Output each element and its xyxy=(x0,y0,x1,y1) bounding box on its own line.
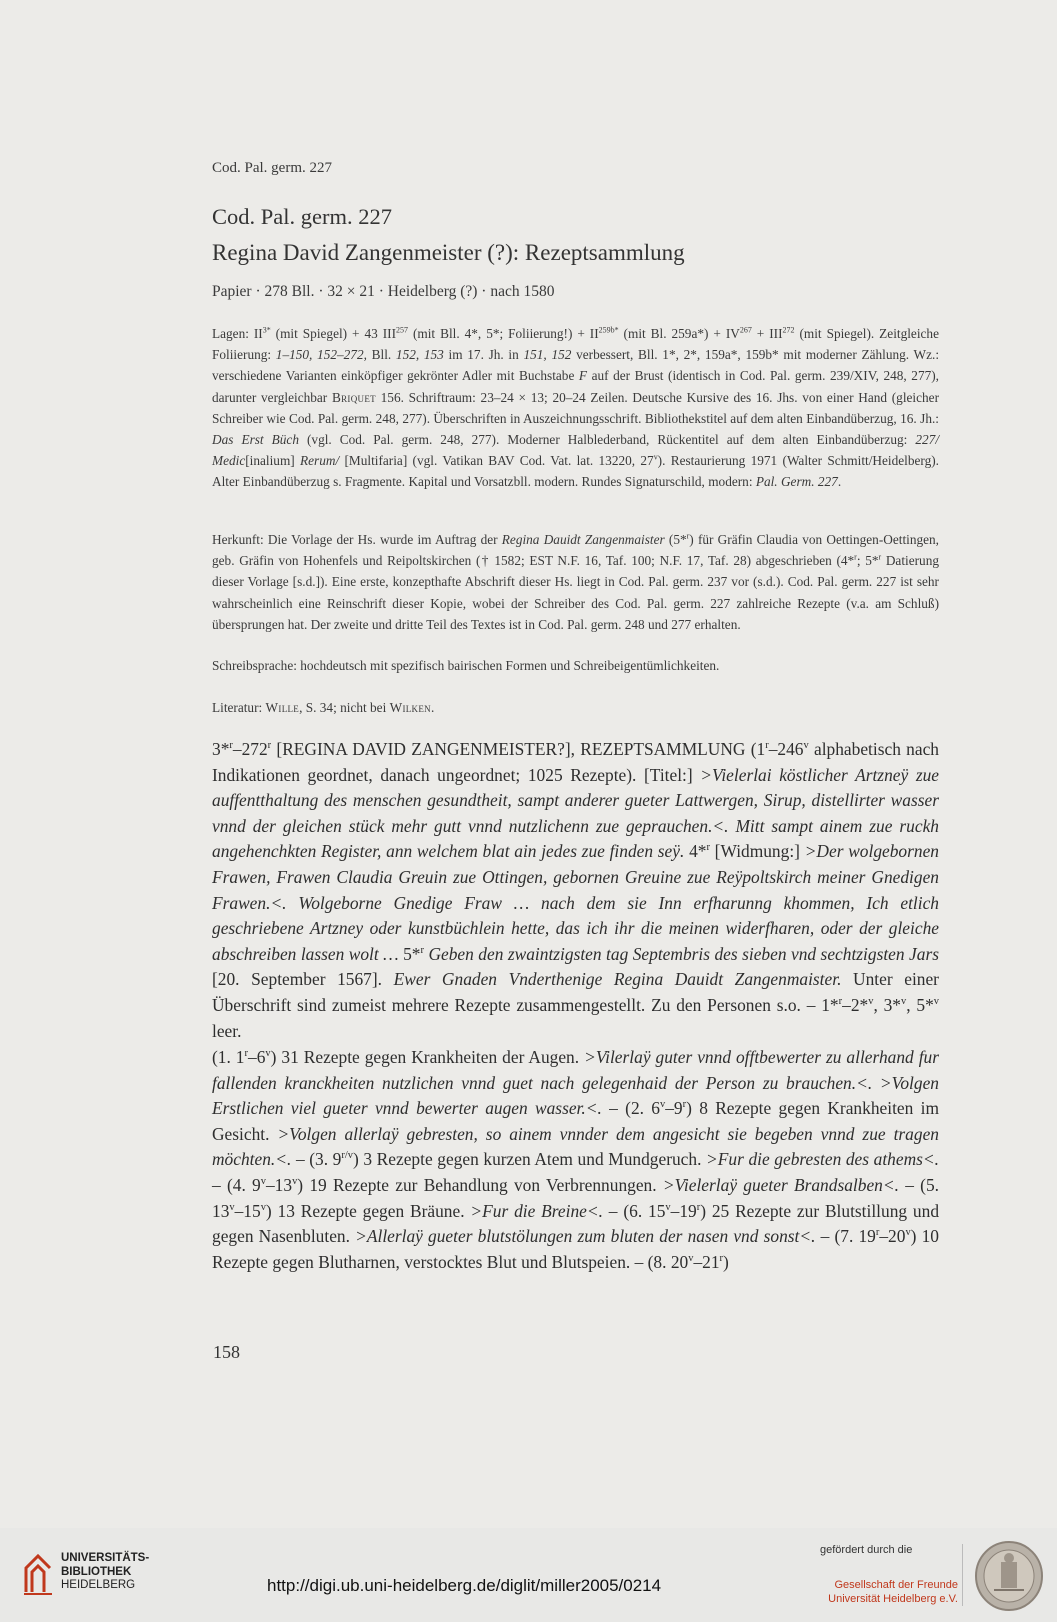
lagen-paragraph: Lagen: $II^{3*}$ (mit Spiegel) + 43 III$^{257}$ (mit Bll. 4*, 5*; Foliierung!) + $II^{259b*}$ (mit Bl. $259a*) + IV^{267} + III^{272}$ (mit Spiegel). Zeitgleiche Foliierung: 1–150, 152–272, Bll. 152, 153 im 17. Jh. in 151, 152 verbessert, Bll. 1*, 2*, 159a*, 159b* mit moderner Zählung. Wz.: verschiedene Varianten einköpfiger gekrönter Adler mit Buchstabe F auf der Brust (identisch in Cod. Pal. germ. 239/XIV, 248, 277), darunter vergleichbar Briquet 156. Schriftraum: 23–24 × 13; 20–24 Zeilen. Deutsche Kursive des 16. Jhs. von einer Hand (gleicher Schreiber wie Cod. Pal. germ. 248, 277). Überschriften in Auszeichnungsschrift. Bibliothekstitel auf dem alten Einbandüberzug, 16. Jh.: Das Erst Büch (vgl. Cod. Pal. germ. 248, 277). Moderner Halblederband, Rückentitel auf dem alten Einbandüberzug: 227/ Medic[inalium] Rerum/ [Multifaria] (vgl. Vatikan BAV Cod. Vat. lat. 13220, 27$^v$). Restaurierung 1971 (Walter Schmitt/Heidelberg). Alter Einbandüberzug s. Fragmente. Kapital und Vorsatzbll. modern. Rundes Signaturschild, modern: Pal. Germ. 227. xyxy=(212,325,940,490)
work-title: Regina David Zangenmeister (?): Rezeptsammlung xyxy=(212,240,685,265)
sponsor-label: gefördert durch die xyxy=(820,1544,913,1556)
footer-bar xyxy=(0,1528,1057,1622)
library-name-line-1: UNIVERSITÄTS- xyxy=(61,1552,150,1564)
running-head: Cod. Pal. germ. 227 xyxy=(212,160,332,176)
sponsor-divider xyxy=(962,1544,963,1606)
sponsor-name xyxy=(818,1578,958,1606)
contents-paragraph: 3*$^r$–272$^r$ [REGINA DAVID ZANGENMEISTER?], REZEPTSAMMLUNG (1$^r$–246$^v$ alphabetisch nach Indikationen geordnet, danach ungeordnet; 1025 Rezepte). [Titel:] >Vielerlai köstlicher Artzneÿ zue auffentthaltung des menschen gesundtheit, sampt anderer gueter Lattwergen, Sirup, distellirter wasser vnnd der gleichen stück mehr gutt vnnd nutzlichenn zue geprauchen.<. Mitt sampt ainem zue ruckh angehenchkten Register, ann welchem blat ain jedes zue finden seÿ. 4*$^r$ [Widmung:] >Der wolgebornen Frawen, Frawen Claudia Greuin zue Ottingen, gebornen Greuine zue Reÿpoltskirch meiner Gnedigen Frawen.<. Wolgeborne Gnedige Fraw … nach dem sie Inn erfharunng khommen, Ich etlich geschriebene Artzney oder kunstbüchlein hette, das ich ihr die meinen widerfharen, oder der gleiche abschreiben lassen wolt … 5*$^r$ Geben den zwaintzigsten tag Septembris des sieben vnd sechtzigsten Jars [20. September 1567]. Ewer Gnaden Vnderthenige Regina Dauidt Zangenmaister. Unter einer Überschrift sind zumeist mehrere Rezepte zusammengestellt. Zu den Personen s.o. – 1*$^r$–2*$^v$, 3*$^v$, 5*$^v$ leer. xyxy=(212,739,940,1041)
physical-description: Papier · 278 Bll. · 32 × 21 · Heidelberg (?) · nach 1580 xyxy=(212,283,555,300)
library-logo-icon xyxy=(22,1548,54,1596)
herkunft-paragraph: Herkunft: Die Vorlage der Hs. wurde im Auftrag der Regina Dauidt Zangenmaister (5*$^r$) für Gräfin Claudia von Oettingen-Oettingen, geb. Gräfin von Hohenfels und Reipoltskirchen († 1582; EST N.F. 16, Taf. 100; N.F. 17, Taf. 28) abgeschrieben (4*$^r$; 5*$^r$ Datierung dieser Vorlage [s.d.]). Eine erste, konzepthafte Abschrift dieser Hs. liegt in Cod. Pal. germ. 237 vor (s.d.). Cod. Pal. germ. 227 ist sehr wahrscheinlich eine Reinschrift dieser Kopie, wobei der Schreiber des Cod. Pal. germ. 227 zahlreiche Rezepte (v.a. am Schluß) übersprungen hat. Der zweite und dritte Teil des Textes ist in Cod. Pal. germ. 248 und 277 erhalten. xyxy=(212,531,940,632)
recipe-items-paragraph: (1. 1$^r$–6$^v$) 31 Rezepte gegen Krankheiten der Augen. >Vilerlaÿ guter vnnd offtbewerter zu allerhand fur fallenden kranckheiten nutzlichen vnnd guet nach gelegenhaid der Person zu brauchen.<. >Volgen Erstlichen viel gueter vnnd bewerter augen wasser.<. – (2. 6$^v$–9$^r$) 8 Rezepte gegen Krankheiten im Gesicht. >Volgen allerlaÿ gebresten, so ainem vnnder dem angesicht sie begeben vnnd zue tragen möchten.<. – (3. $9^{r/v}$) 3 Rezepte gegen kurzen Atem und Mundgeruch. >Fur die gebresten des athems<. – (4. 9$^v$–13$^v$) 19 Rezepte zur Behandlung von Verbrennungen. >Vielerlaÿ gueter Brandsalben<. – (5. 13$^v$–15$^v$) 13 Rezepte gegen Bräune. >Fur die Breine<. – (6. 15$^v$–19$^r$) 25 Rezepte zur Blutstillung und gegen Nasenbluten. >Allerlaÿ gueter blutstölungen zum bluten der nasen vnd sonst<. – (7. 19$^r$–20$^v$) 10 Rezepte gegen Blutharnen, verstocktes Blut und Blutspeien. – (8. 20$^v$–21$^r$) xyxy=(212,1047,940,1272)
permalink-url[interactable]: http://digi.ub.uni-heidelberg.de/diglit/miller2005/0214 xyxy=(267,1576,662,1595)
signature-heading: Cod. Pal. germ. 227 xyxy=(212,204,392,229)
library-name-line-2: BIBLIOTHEK xyxy=(61,1565,132,1578)
page-number: 158 xyxy=(213,1342,240,1362)
schreibsprache-paragraph: Schreibsprache: hochdeutsch mit spezifisch bairischen Formen und Schreibeigentümlichkeiten. xyxy=(212,658,720,673)
library-name xyxy=(61,1552,149,1593)
sponsor-name-line-1: Gesellschaft der Freunde xyxy=(834,1579,958,1591)
literatur-paragraph: Literatur: Wille, S. 34; nicht bei Wilken. xyxy=(212,700,435,715)
university-seal-icon xyxy=(974,1540,1044,1612)
sponsor-name-line-2: Universität Heidelberg e.V. xyxy=(828,1593,958,1605)
library-name-line-3: HEIDELBERG xyxy=(61,1579,136,1591)
